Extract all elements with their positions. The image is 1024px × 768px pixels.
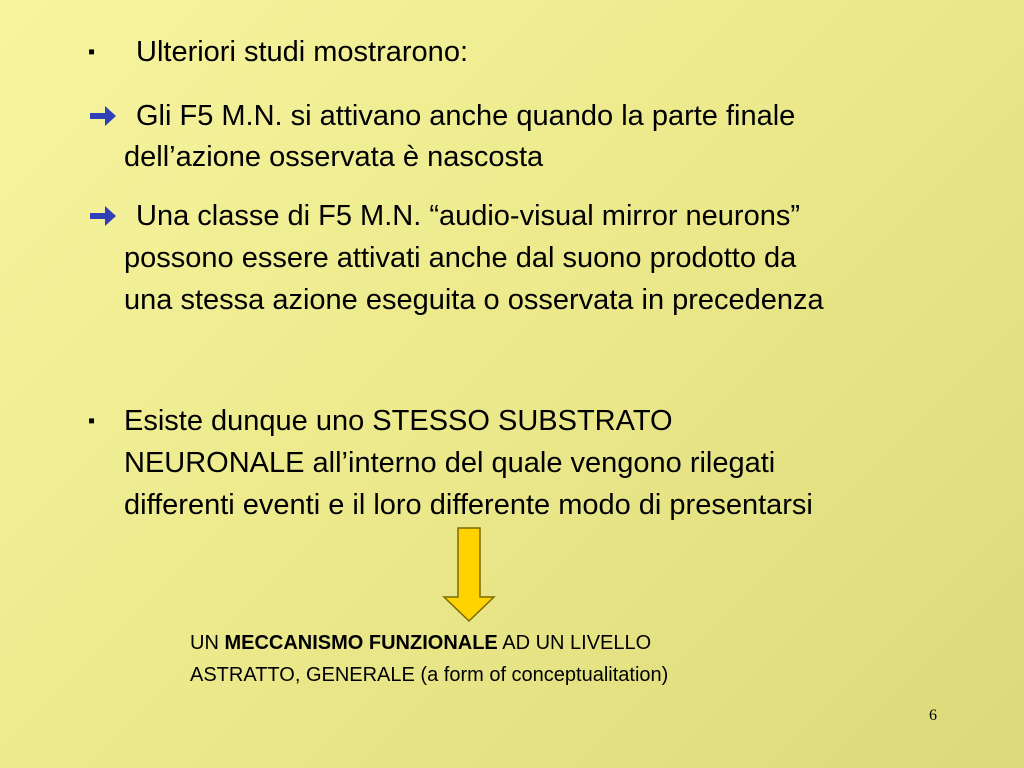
bullet-2-line-2: NEURONALE all’interno del quale vengono rilegati <box>124 447 776 479</box>
conclusion-line-1 <box>190 628 651 658</box>
conclusion-suffix: AD UN LIVELLO <box>497 632 652 654</box>
square-bullet-icon: ▪ <box>88 410 96 432</box>
right-arrow-icon <box>88 104 118 128</box>
bullet-2-line-1: Esiste dunque uno STESSO SUBSTRATO <box>124 405 673 437</box>
arrow-item-1-line-1: Gli F5 M.N. si attivano anche quando la parte finale <box>136 100 796 132</box>
conclusion-bold: MECCANISMO FUNZIONALE <box>224 632 498 654</box>
bullet-1-text: Ulteriori studi mostrarono: <box>136 36 468 68</box>
arrow-item-2-line-3: una stessa azione eseguita o osservata in precedenza <box>124 284 824 316</box>
arrow-item-2-line-1: Una classe di F5 M.N. “audio-visual mirror neurons” <box>136 200 800 232</box>
conclusion-prefix: UN <box>190 632 225 654</box>
down-arrow-icon <box>442 527 496 623</box>
right-arrow-icon <box>88 204 118 228</box>
conclusion-line-2: ASTRATTO, GENERALE (a form of conceptualitation) <box>190 664 669 686</box>
page-number: 6 <box>929 707 937 724</box>
square-bullet-icon: ▪ <box>88 41 96 63</box>
arrow-item-2-line-2: possono essere attivati anche dal suono prodotto da <box>124 242 797 274</box>
arrow-item-1-line-2: dell’azione osservata è nascosta <box>124 141 544 173</box>
bullet-2-line-3: differenti eventi e il loro differente modo di presentarsi <box>124 489 813 521</box>
